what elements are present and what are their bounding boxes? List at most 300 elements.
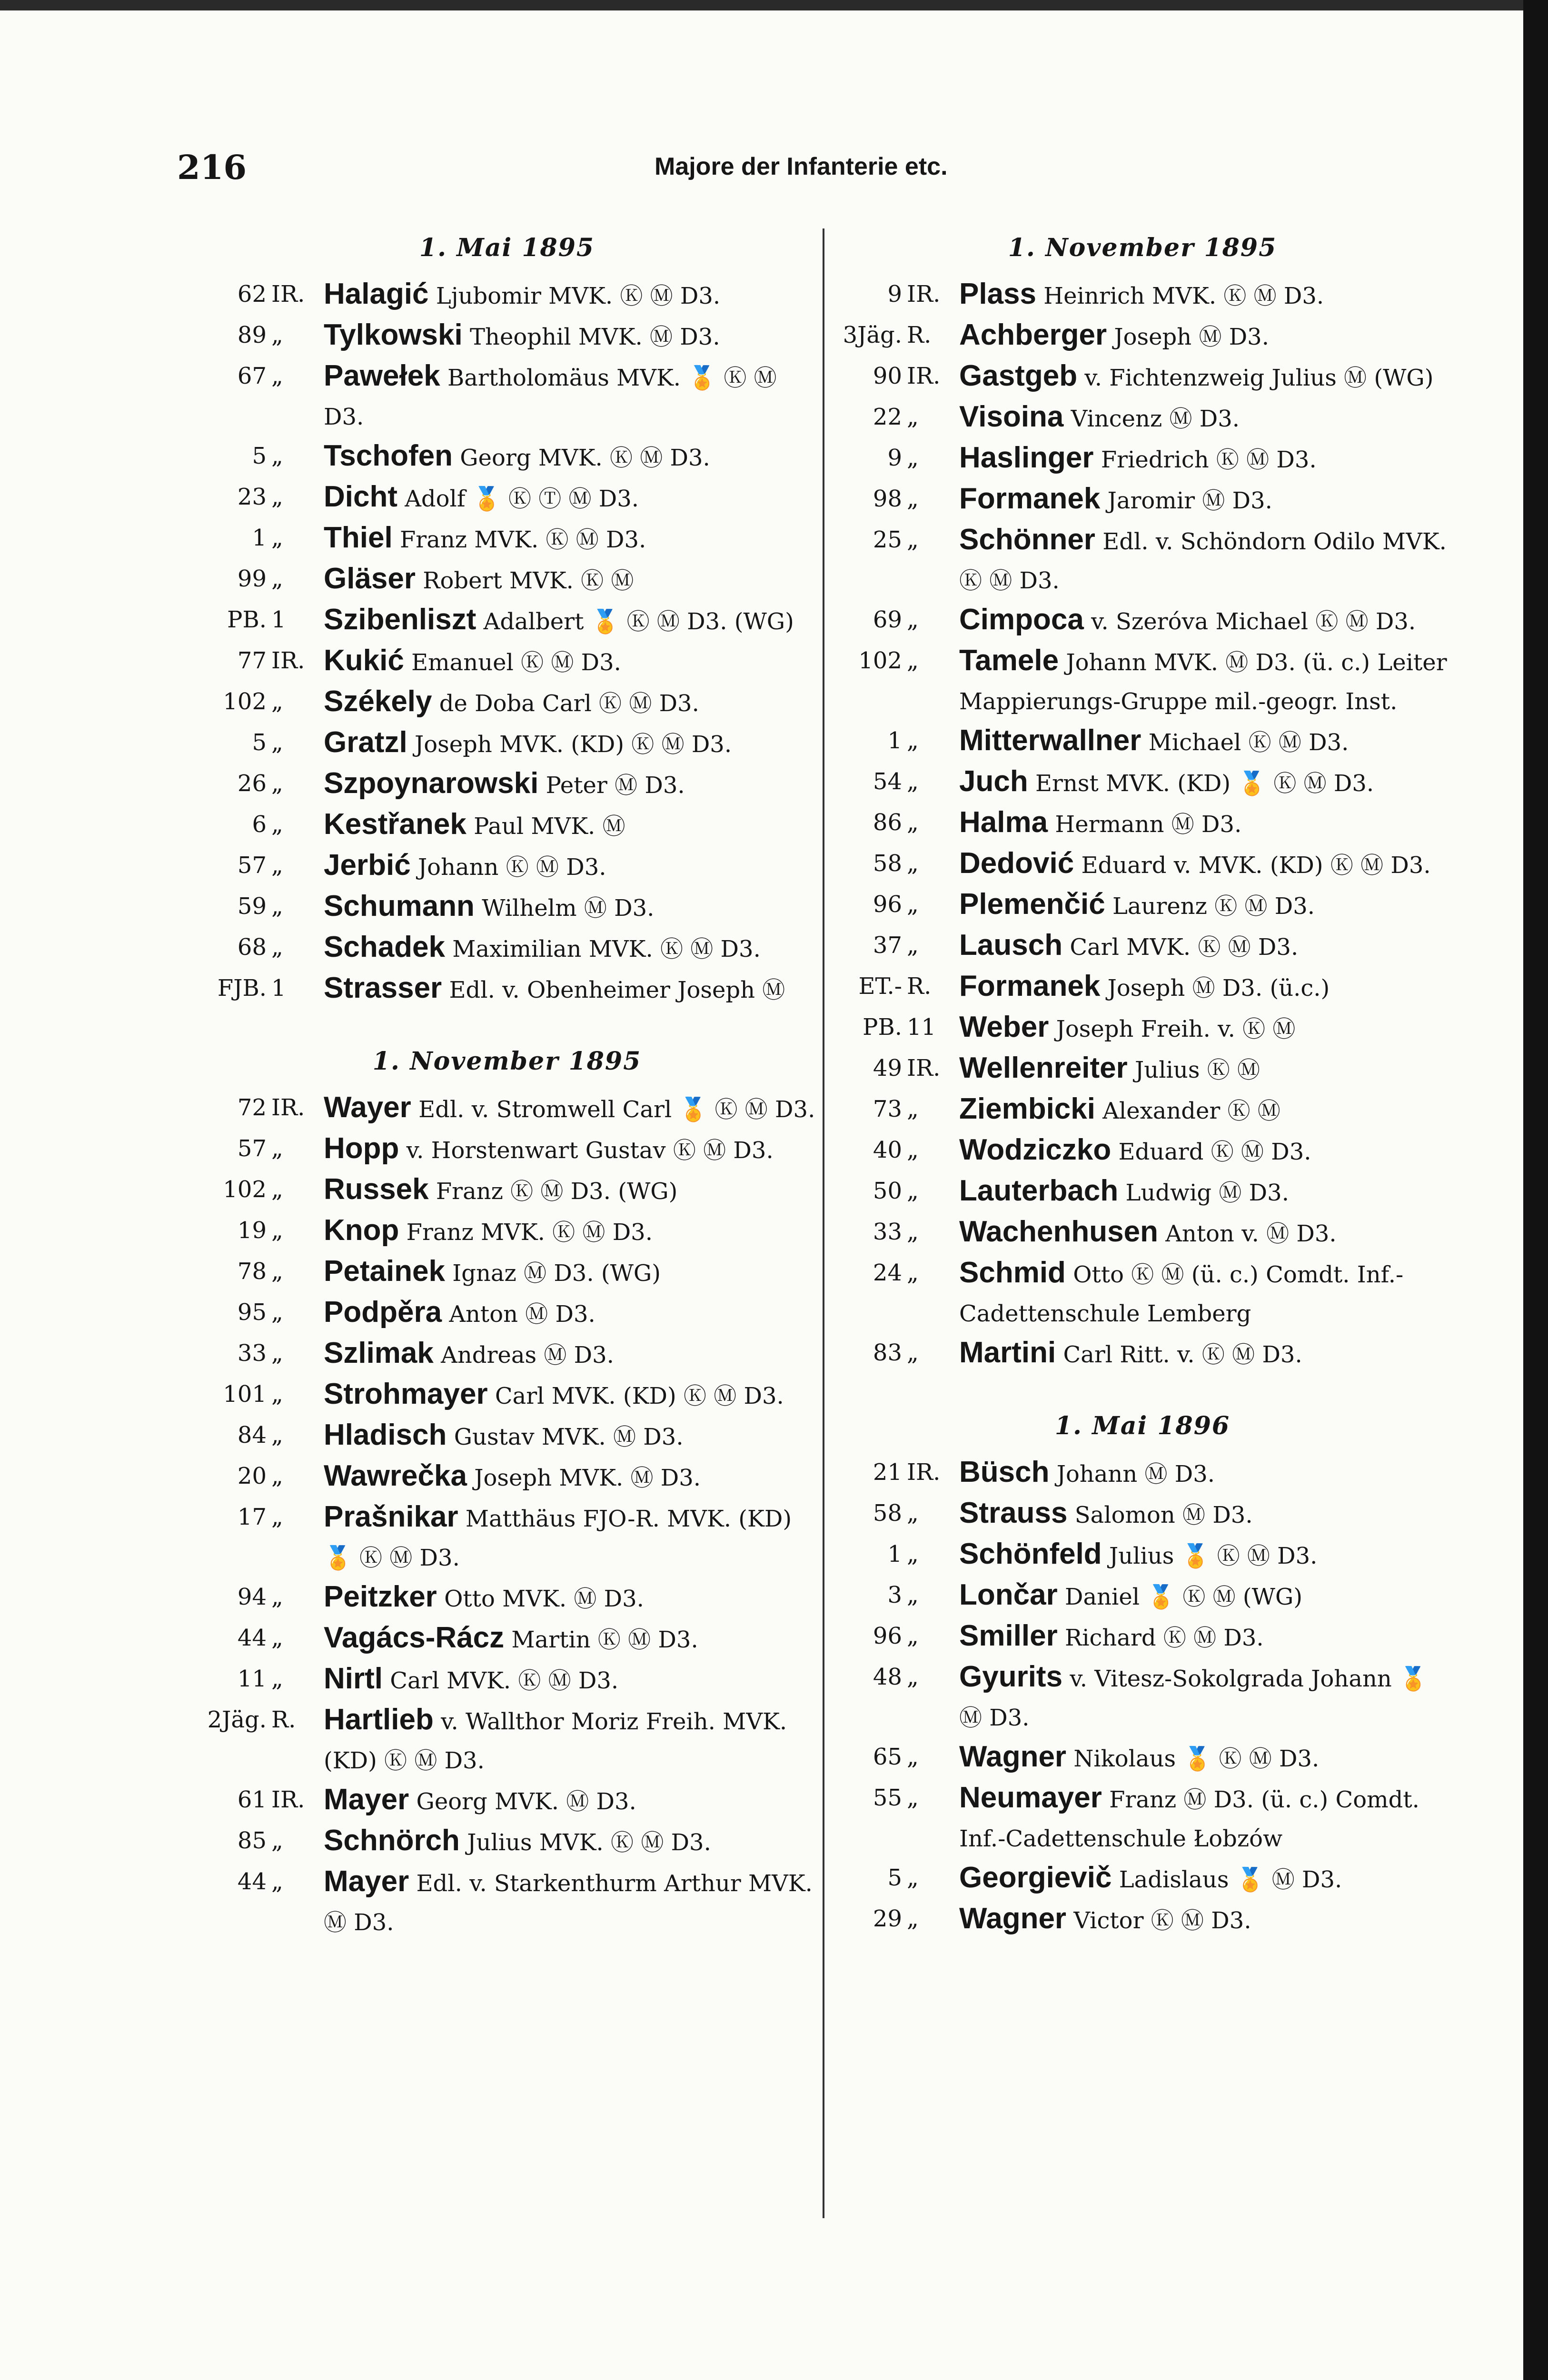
entry-text [945, 1333, 1454, 1374]
regiment-label [831, 1090, 945, 1130]
entry [831, 1858, 1454, 1899]
surname: Russek [324, 1173, 429, 1206]
regiment-label [831, 1049, 945, 1090]
regiment-number: 23 [237, 484, 267, 510]
regiment-label [831, 762, 945, 803]
surname: Podpěra [324, 1296, 442, 1329]
entry-text [945, 1049, 1454, 1090]
regiment-unit: „ [271, 322, 283, 348]
scan-top-border [0, 0, 1523, 10]
regiment-label [831, 1778, 945, 1858]
entry-details: v. Fichtenzweig Julius Ⓜ (WG) [1084, 365, 1434, 391]
entry [195, 600, 819, 641]
entry-details: Ernst MVK. (KD) 🏅 Ⓚ Ⓜ D3. [1035, 770, 1374, 797]
entry [831, 844, 1454, 885]
surname: Gratzl [324, 726, 407, 759]
regiment-unit: „ [271, 363, 283, 389]
entry-details: Joseph Ⓜ D3. (ü.c.) [1107, 975, 1330, 1002]
regiment-number: 5 [252, 729, 267, 756]
regiment-label [195, 1170, 309, 1211]
entry [831, 1494, 1454, 1535]
surname: Wagner [959, 1740, 1067, 1773]
entry [195, 1170, 819, 1211]
entry-text [945, 1130, 1454, 1171]
entry [195, 887, 819, 928]
entry [831, 1899, 1454, 1940]
entry [831, 1616, 1454, 1657]
entry-details: Carl MVK. (KD) Ⓚ Ⓜ D3. [495, 1383, 784, 1409]
scan-right-edge [1523, 0, 1548, 2380]
regiment-label [831, 1494, 945, 1535]
regiment-label [195, 1821, 309, 1862]
page-header [0, 143, 1523, 195]
entry-text [945, 641, 1454, 721]
entry [195, 1088, 819, 1129]
entry [831, 1333, 1454, 1374]
regiment-label [195, 600, 309, 641]
regiment-unit: R. [907, 322, 932, 348]
regiment-unit: „ [271, 1504, 283, 1530]
surname: Gläser [324, 562, 416, 595]
entry-text [309, 1211, 819, 1252]
entry-text [309, 559, 819, 600]
regiment-unit: „ [907, 1905, 919, 1932]
entry-text [945, 1253, 1454, 1333]
entry [195, 316, 819, 357]
regiment-number: 48 [873, 1664, 902, 1690]
regiment-number: PB. [227, 606, 267, 633]
regiment-number: 78 [237, 1258, 267, 1285]
regiment-number: 84 [237, 1422, 267, 1448]
regiment-unit: IR. [907, 1055, 941, 1081]
section-title: 1. Mai 1895 [419, 233, 595, 262]
regiment-unit: „ [907, 404, 919, 430]
surname: Büsch [959, 1456, 1050, 1488]
entry-details: Johann Ⓜ D3. [1056, 1461, 1215, 1488]
regiment-label [831, 520, 945, 600]
entry-details: Laurenz Ⓚ Ⓜ D3. [1112, 893, 1315, 920]
surname: Tamele [959, 644, 1059, 677]
entry [831, 479, 1454, 520]
regiment-unit: „ [271, 525, 283, 551]
surname: Kestřanek [324, 808, 466, 841]
entry-details: Maximilian MVK. Ⓚ Ⓜ D3. [452, 936, 761, 962]
entry-text [945, 762, 1454, 803]
entry-text [309, 436, 819, 477]
surname: Pawełek [324, 359, 440, 392]
regiment-unit: „ [907, 1500, 919, 1527]
entry-text [309, 1862, 819, 1942]
entry-text [309, 969, 819, 1010]
entry [831, 1130, 1454, 1171]
surname: Jerbić [324, 849, 411, 882]
entry-text [309, 1088, 819, 1129]
surname: Mitterwallner [959, 724, 1141, 757]
regiment-label [831, 844, 945, 885]
regiment-number: 21 [873, 1459, 902, 1486]
surname: Lausch [959, 929, 1063, 962]
surname: Tschofen [324, 439, 453, 472]
regiment-label [195, 682, 309, 723]
entry-details: Theophil MVK. Ⓜ D3. [470, 324, 720, 350]
entry-text [945, 275, 1454, 316]
entry-details: Georg MVK. Ⓚ Ⓜ D3. [460, 445, 710, 471]
regiment-label [831, 967, 945, 1008]
regiment-unit: „ [271, 1625, 283, 1651]
entry-details: Franz Ⓚ Ⓜ D3. (WG) [436, 1178, 678, 1205]
regiment-label [831, 1453, 945, 1494]
section-title: 1. Mai 1896 [1054, 1411, 1230, 1440]
entry [195, 1334, 819, 1375]
regiment-unit: „ [271, 1258, 283, 1285]
regiment-unit: „ [907, 526, 919, 553]
entry [831, 803, 1454, 844]
regiment-number: 101 [223, 1381, 267, 1408]
regiment-unit: „ [271, 443, 283, 469]
regiment-number: 54 [873, 768, 902, 795]
regiment-unit: IR. [271, 1094, 305, 1121]
surname: Formanek [959, 482, 1101, 515]
entry [195, 846, 819, 887]
entry [831, 641, 1454, 721]
entry [831, 1090, 1454, 1130]
regiment-label [195, 316, 309, 357]
entry-details: Vincenz Ⓜ D3. [1071, 406, 1240, 432]
regiment-number: 83 [873, 1339, 902, 1366]
entry-details: Franz MVK. Ⓚ Ⓜ D3. [406, 1219, 653, 1246]
regiment-unit: „ [271, 1176, 283, 1203]
entry-text [945, 885, 1454, 926]
surname: Petainek [324, 1255, 446, 1288]
regiment-number: 33 [237, 1340, 267, 1367]
regiment-number: 2Jäg. [207, 1706, 267, 1733]
regiment-label [831, 803, 945, 844]
entry-details: Carl MVK. Ⓚ Ⓜ D3. [390, 1667, 619, 1694]
regiment-label [195, 1700, 309, 1780]
regiment-label [195, 1457, 309, 1497]
regiment-unit: „ [907, 932, 919, 959]
regiment-label [831, 479, 945, 520]
surname: Juch [959, 765, 1028, 798]
entry [195, 1375, 819, 1416]
entry [195, 1659, 819, 1700]
regiment-label [195, 887, 309, 928]
regiment-number: 6 [252, 811, 267, 838]
surname: Peitzker [324, 1580, 437, 1613]
regiment-label [831, 926, 945, 967]
entry-details: Daniel 🏅 Ⓚ Ⓜ (WG) [1064, 1584, 1303, 1610]
surname: Wayer [324, 1091, 411, 1124]
regiment-label [195, 518, 309, 559]
regiment-label [195, 1416, 309, 1457]
regiment-label [195, 1293, 309, 1334]
surname: Schumann [324, 890, 475, 922]
entry-text [309, 275, 819, 316]
regiment-unit: „ [271, 1868, 283, 1895]
entry-details: Robert MVK. Ⓚ Ⓜ [423, 567, 634, 594]
surname: Smiller [959, 1619, 1058, 1652]
regiment-unit: „ [907, 809, 919, 836]
entry [195, 1416, 819, 1457]
entry-details: Eduard Ⓚ Ⓜ D3. [1118, 1139, 1311, 1165]
entry [831, 1171, 1454, 1212]
entry-text [945, 1212, 1454, 1253]
regiment-unit: „ [271, 688, 283, 715]
entry [831, 1049, 1454, 1090]
regiment-unit: „ [907, 445, 919, 471]
entry [195, 805, 819, 846]
entry [195, 1252, 819, 1293]
entry-text [309, 928, 819, 969]
entry-details: Franz Ⓜ D3. (ü. c.) Comdt. Inf.-Cadettenschule Łobzów [959, 1786, 1419, 1852]
regiment-label [831, 1737, 945, 1778]
regiment-unit: „ [271, 893, 283, 920]
surname: Martini [959, 1336, 1056, 1369]
entry-details: Otto MVK. Ⓜ D3. [444, 1586, 644, 1612]
entry-text [945, 438, 1454, 479]
surname: Dedović [959, 847, 1074, 880]
surname: Wagner [959, 1902, 1067, 1935]
section-title: 1. November 1895 [1008, 233, 1277, 262]
entry-text [945, 1494, 1454, 1535]
regiment-number: 90 [873, 363, 902, 389]
entry-details: Edl. v. Stromwell Carl 🏅 Ⓚ Ⓜ D3. [418, 1096, 815, 1123]
entry [195, 1293, 819, 1334]
entry-details: Joseph Ⓜ D3. [1114, 324, 1269, 350]
entry-details: Georg MVK. Ⓜ D3. [416, 1788, 636, 1815]
regiment-number: 25 [873, 526, 902, 553]
entry [831, 357, 1454, 397]
entry-details: Salomon Ⓜ D3. [1074, 1502, 1253, 1528]
regiment-unit: „ [271, 1422, 283, 1448]
entry-text [945, 357, 1454, 397]
right-column [831, 233, 1454, 1940]
regiment-label [831, 1899, 945, 1940]
regiment-number: 67 [237, 363, 267, 389]
regiment-number: 77 [237, 647, 267, 674]
entry [195, 1780, 819, 1821]
regiment-label [831, 357, 945, 397]
regiment-number: 85 [237, 1827, 267, 1854]
entry-text [945, 926, 1454, 967]
regiment-number: 29 [873, 1905, 902, 1932]
regiment-unit: „ [907, 486, 919, 512]
surname: Wawrečka [324, 1459, 467, 1492]
entry [195, 1577, 819, 1618]
entry-details: Friedrich Ⓚ Ⓜ D3. [1101, 446, 1317, 473]
entry [831, 721, 1454, 762]
surname: Strasser [324, 972, 442, 1004]
entry [831, 1657, 1454, 1737]
regiment-label [195, 805, 309, 846]
entry [831, 1576, 1454, 1616]
entry-text [945, 1008, 1454, 1049]
regiment-unit: „ [907, 1785, 919, 1811]
regiment-unit: „ [907, 1096, 919, 1122]
regiment-unit: „ [271, 852, 283, 879]
regiment-number: 40 [873, 1137, 902, 1163]
entry [831, 967, 1454, 1008]
entry-text [309, 723, 819, 764]
entry-details: Paul MVK. Ⓜ [474, 813, 625, 840]
entry-details: Johann MVK. Ⓜ D3. (ü. c.) Leiter Mappierungs-Gruppe mil.-geogr. Inst. [959, 649, 1447, 715]
regiment-number: 5 [887, 1864, 902, 1891]
entry [195, 357, 819, 436]
surname: Strohmayer [324, 1378, 488, 1410]
entry [831, 520, 1454, 600]
entry-details: Eduard v. MVK. (KD) Ⓚ Ⓜ D3. [1081, 852, 1431, 879]
entry-text [309, 641, 819, 682]
entry-details: de Doba Carl Ⓚ Ⓜ D3. [439, 690, 699, 717]
entry-text [309, 1416, 819, 1457]
surname: Székely [324, 685, 432, 718]
regiment-label [831, 1130, 945, 1171]
surname: Wachenhusen [959, 1215, 1158, 1248]
entry-text [309, 316, 819, 357]
regiment-number: 57 [237, 1135, 267, 1162]
entry [831, 1535, 1454, 1576]
regiment-number: 61 [237, 1786, 267, 1813]
surname: Schönfeld [959, 1537, 1102, 1570]
regiment-label [831, 1858, 945, 1899]
entry [195, 682, 819, 723]
surname: Nirtl [324, 1662, 383, 1695]
entry [831, 397, 1454, 438]
entry-details: Andreas Ⓜ D3. [441, 1342, 614, 1368]
regiment-label [195, 1577, 309, 1618]
entry-text [945, 1737, 1454, 1778]
regiment-number: 49 [873, 1055, 902, 1081]
regiment-label [195, 1334, 309, 1375]
regiment-number: 57 [237, 852, 267, 879]
regiment-label [831, 885, 945, 926]
regiment-label [831, 1657, 945, 1737]
regiment-number: 44 [237, 1625, 267, 1651]
entry-details: Julius MVK. Ⓚ Ⓜ D3. [467, 1829, 711, 1856]
regiment-unit: „ [907, 1219, 919, 1245]
regiment-number: 68 [237, 934, 267, 961]
regiment-label [831, 275, 945, 316]
entry [831, 600, 1454, 641]
entry-details: Julius Ⓚ Ⓜ [1135, 1057, 1260, 1083]
entry-text [945, 1453, 1454, 1494]
regiment-unit: IR. [907, 281, 941, 307]
regiment-number: 33 [873, 1219, 902, 1245]
section-title: 1. November 1895 [372, 1047, 642, 1076]
entry [195, 1700, 819, 1780]
entry-text [945, 479, 1454, 520]
entry-details: v. Szeróva Michael Ⓚ Ⓜ D3. [1091, 608, 1416, 635]
column-divider [823, 228, 824, 2218]
regiment-label [831, 1253, 945, 1333]
regiment-label [195, 641, 309, 682]
regiment-number: 102 [858, 647, 902, 674]
left-column [195, 233, 819, 1942]
surname: Plass [959, 278, 1037, 310]
regiment-unit: „ [271, 1299, 283, 1326]
regiment-label [195, 928, 309, 969]
entry-text [309, 1700, 819, 1780]
entry-text [309, 1375, 819, 1416]
surname: Schönner [959, 523, 1095, 556]
entry-details: Ljubomir MVK. Ⓚ Ⓜ D3. [436, 283, 721, 309]
regiment-number: 5 [252, 443, 267, 469]
regiment-number: 62 [237, 281, 267, 307]
regiment-label [195, 1088, 309, 1129]
regiment-unit: „ [907, 891, 919, 918]
entry-text [309, 1457, 819, 1497]
entry-details: Jaromir Ⓜ D3. [1107, 487, 1272, 514]
entry-details: Wilhelm Ⓜ D3. [482, 895, 655, 922]
regiment-number: FJB. [217, 975, 267, 1002]
entry-text [309, 1129, 819, 1170]
regiment-number: 89 [237, 322, 267, 348]
surname: Vagács-Rácz [324, 1621, 505, 1654]
regiment-number: 98 [873, 486, 902, 512]
regiment-number: 73 [873, 1096, 902, 1122]
regiment-unit: „ [907, 850, 919, 877]
regiment-number: 102 [223, 688, 267, 715]
entry [195, 1211, 819, 1252]
regiment-number: 58 [873, 1500, 902, 1527]
entry-text [309, 357, 819, 436]
regiment-label [831, 721, 945, 762]
regiment-number: 86 [873, 809, 902, 836]
regiment-label [831, 641, 945, 721]
entry-text [309, 1170, 819, 1211]
entry-details: Otto Ⓚ Ⓜ (ü. c.) Comdt. Inf.-Cadettenschule Lemberg [959, 1261, 1404, 1327]
entry [195, 559, 819, 600]
regiment-number: 50 [873, 1178, 902, 1204]
regiment-number: 22 [873, 404, 902, 430]
regiment-number: 1 [252, 525, 267, 551]
surname: Dicht [324, 480, 397, 513]
entry-details: Anton v. Ⓜ D3. [1165, 1220, 1337, 1247]
entry-details: Bartholomäus MVK. 🏅 Ⓚ Ⓜ D3. [324, 365, 777, 430]
surname: Prašnikar [324, 1500, 458, 1533]
surname: Mayer [324, 1865, 409, 1898]
regiment-unit: „ [271, 1584, 283, 1610]
regiment-unit: IR. [271, 1786, 305, 1813]
regiment-unit: „ [271, 1381, 283, 1408]
regiment-number: 99 [237, 565, 267, 592]
entry-text [309, 1497, 819, 1577]
entry [195, 477, 819, 518]
regiment-number: 3 [887, 1582, 902, 1608]
entry-details: Joseph MVK. (KD) Ⓚ Ⓜ D3. [414, 731, 732, 758]
entry [195, 436, 819, 477]
entry-text [945, 721, 1454, 762]
entry-text [309, 1577, 819, 1618]
entry-details: Gustav MVK. Ⓜ D3. [454, 1424, 684, 1450]
surname: Halagić [324, 278, 429, 310]
entry [195, 723, 819, 764]
entry-text [945, 1657, 1454, 1737]
entry-details: Adolf 🏅 Ⓚ Ⓣ Ⓜ D3. [405, 486, 639, 512]
regiment-label [195, 969, 309, 1010]
regiment-label [831, 438, 945, 479]
entry-details: v. Vitesz-Sokolgrada Johann 🏅 Ⓜ D3. [959, 1666, 1428, 1731]
entry [195, 928, 819, 969]
regiment-label [195, 1375, 309, 1416]
regiment-number: 37 [873, 932, 902, 959]
entry-text [309, 764, 819, 805]
surname: Lončar [959, 1578, 1058, 1611]
surname: Hladisch [324, 1418, 447, 1451]
entry-details: Julius 🏅 Ⓚ Ⓜ D3. [1109, 1543, 1318, 1569]
regiment-label [195, 477, 309, 518]
regiment-unit: „ [907, 1582, 919, 1608]
